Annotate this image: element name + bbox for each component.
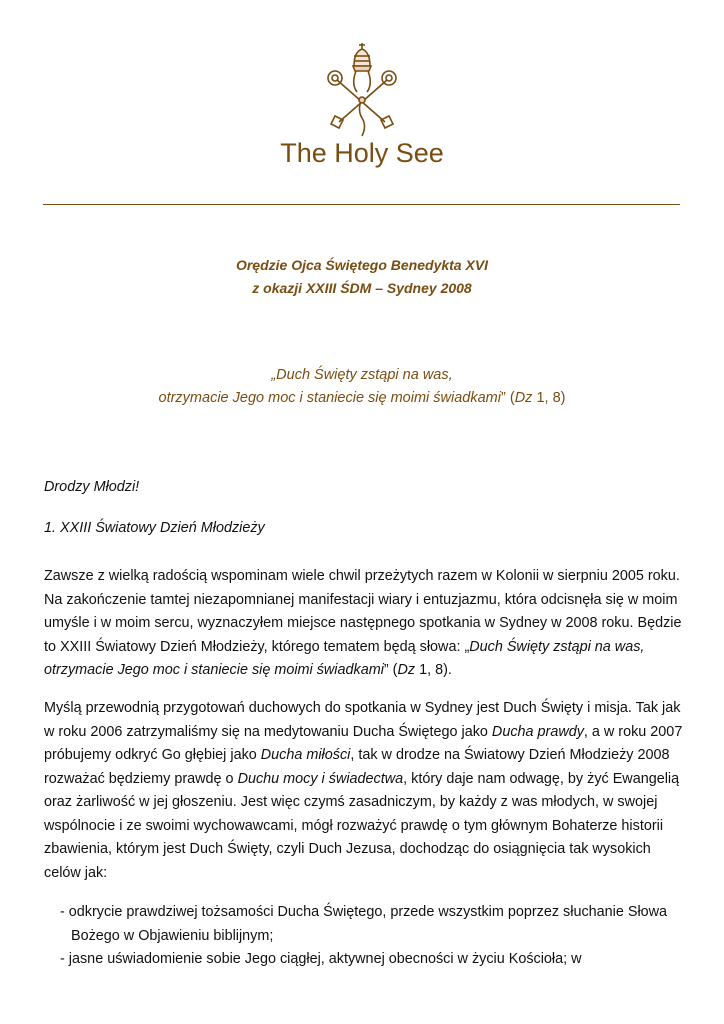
p2-text-4: , który daje nam odwagę, by żyć Ewangelią oraz żarliwość w jej głoszeniu. Jest więc czymś zasadniczym, by każdy z was młodych, w swojej wspólnocie i ze swoimi wychowawcami, mógł rozważyć prawdę o tym głównym Bohaterze historii zbawienia, którym jest Duch Święty, czyli Duch Jezusa, dochodząc do osiągnięcia tak wysokich celów jak: bbox=[44, 770, 680, 881]
document-heading bbox=[0, 254, 724, 300]
goals-list bbox=[60, 901, 684, 972]
heading-line-2: z okazji XXIII ŚDM – Sydney 2008 bbox=[252, 280, 472, 296]
section-title: 1. XXIII Światowy Dzień Młodzieży bbox=[44, 520, 265, 536]
p1-ref: 1, 8). bbox=[415, 662, 452, 678]
p1-text: Zawsze z wielką radością wspominam wiele chwil przeżytych razem w Kolonii w sierpniu 2005 roku. Na zakończenie tamtej niezapomnianej manifestacji wiary i entuzjazmu, która odcisnęła się w moim umyśle i w moim sercu, wyznaczyłem miejsce następnego spotkania w Sydney w 2008 roku. Będzie to XXIII Światowy Dzień Młodzieży, którego tematem będą słowa: „ bbox=[44, 568, 682, 655]
heading-line-1: Orędzie Ojca Świętego Benedykta XVI bbox=[235, 257, 489, 273]
motto-quote bbox=[0, 364, 724, 410]
p1-book: Dz bbox=[397, 662, 416, 678]
p2-emphasis-1: Ducha prawdy bbox=[491, 723, 584, 740]
p1-quote: Duch Święty zstąpi na was, otrzymacie Jego moc i staniecie się moimi świadkami bbox=[44, 638, 645, 678]
paragraph-2 bbox=[44, 697, 684, 885]
p2-text-1: Myślą przewodnią przygotowań duchowych do spotkania w Sydney jest Duch Święty i misja. Tak jak w roku 2006 zatrzymaliśmy się na medytowaniu Ducha Świętego jako bbox=[44, 700, 681, 740]
motto-ref: 1, 8) bbox=[532, 390, 566, 406]
greeting: Drodzy Młodzi! bbox=[44, 479, 140, 495]
p2-emphasis-3: Duchu mocy i świadectwa bbox=[237, 770, 404, 787]
motto-book: Dz bbox=[514, 390, 533, 406]
papal-keys-emblem-icon bbox=[321, 40, 403, 140]
motto-close: ” ( bbox=[501, 390, 515, 406]
header-divider bbox=[43, 204, 680, 205]
motto-line-1: „Duch Święty zstąpi na was, bbox=[271, 367, 453, 383]
p1-close: ” ( bbox=[383, 662, 398, 678]
list-item: - odkrycie prawdziwej tożsamości Ducha Świętego, przede wszystkim poprzez słuchanie Słowa Bożego w Objawieniu biblijnym; bbox=[60, 904, 668, 944]
p2-text-2: , a w roku 2007 próbujemy odkryć Go głębiej jako bbox=[44, 723, 683, 763]
paragraph-1 bbox=[44, 565, 684, 683]
p2-text-3: , tak w drodze na Światowy Dzień Młodzieży 2008 rozważać będziemy prawdę o bbox=[44, 747, 670, 787]
list-item: - jasne uświadomienie sobie Jego ciągłej, aktywnej obecności w życiu Kościoła; w bbox=[60, 951, 582, 967]
site-title: The Holy See bbox=[280, 138, 444, 168]
p2-emphasis-2: Ducha miłości bbox=[260, 747, 351, 763]
motto-line-2-quote: otrzymacie Jego moc i staniecie się moimi świadkami bbox=[158, 390, 501, 406]
